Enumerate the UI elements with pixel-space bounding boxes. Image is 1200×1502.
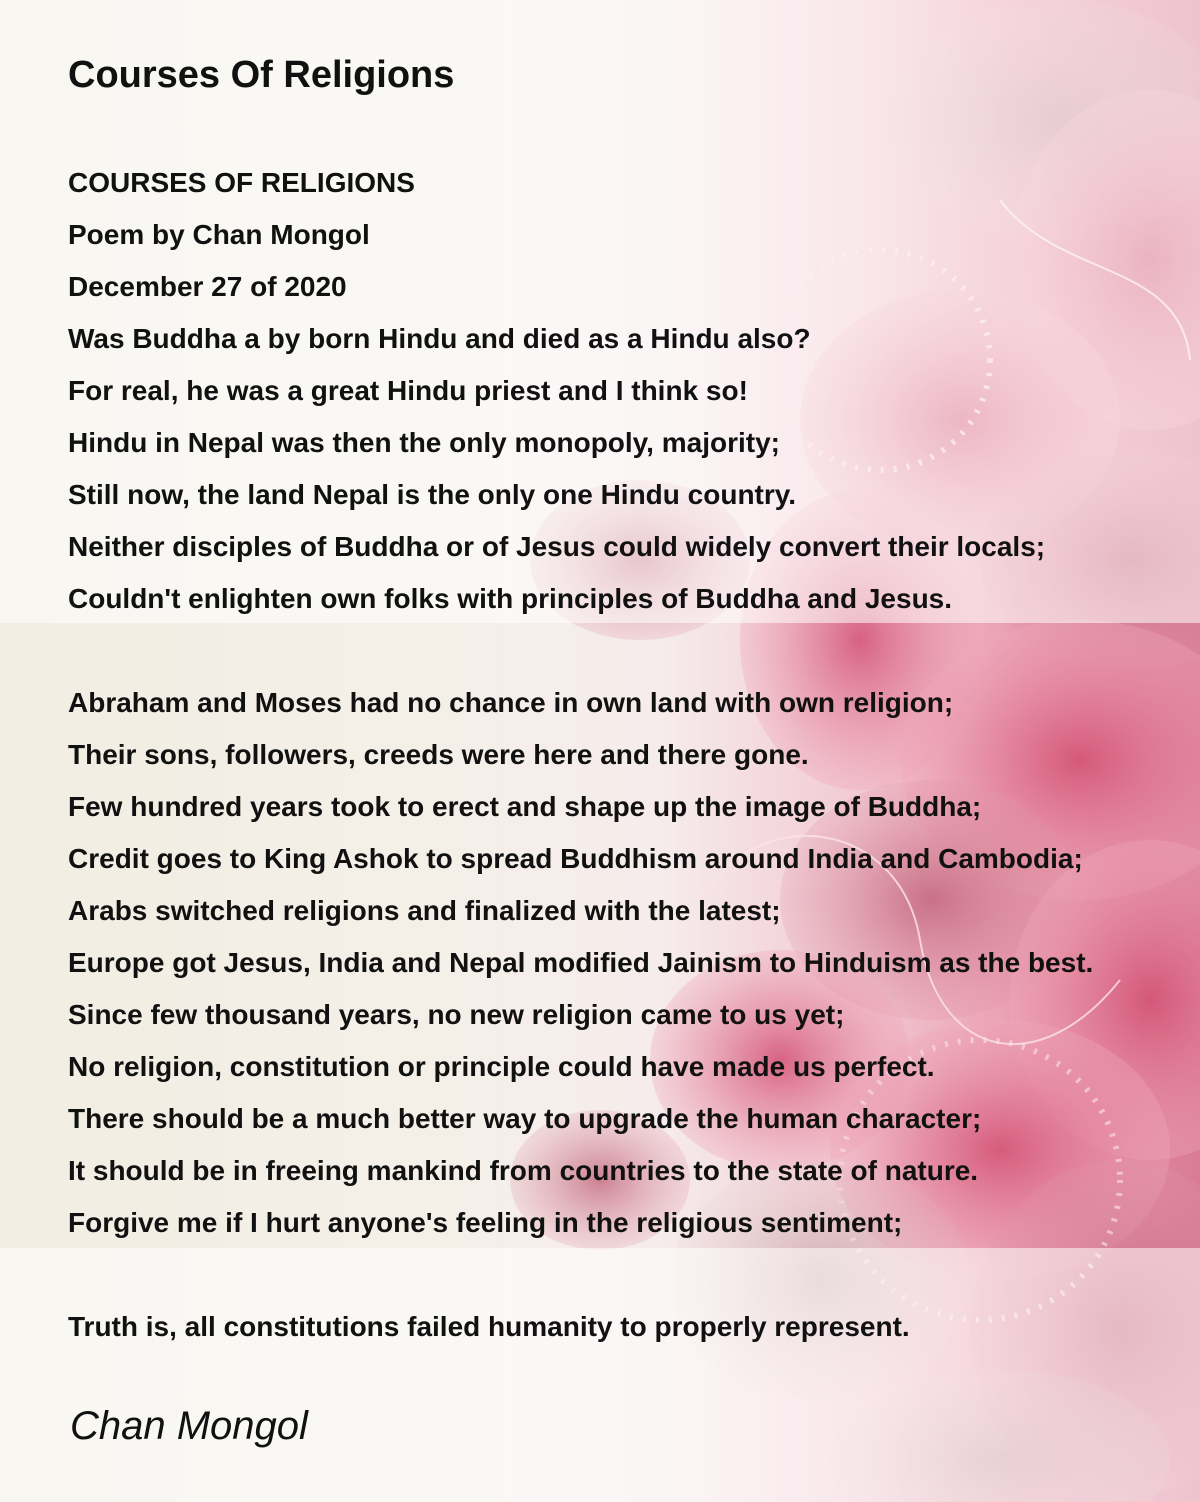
poem-line: No religion, constitution or principle could have made us perfect.	[68, 1051, 935, 1082]
poem-line: Hindu in Nepal was then the only monopoly, majority;	[68, 427, 780, 458]
poem-line: Europe got Jesus, India and Nepal modified Jainism to Hinduism as the best.	[68, 947, 1094, 978]
poem-line: Credit goes to King Ashok to spread Buddhism around India and Cambodia;	[68, 843, 1083, 874]
poem-line: For real, he was a great Hindu priest and I think so!	[68, 375, 748, 406]
poem-line: Forgive me if I hurt anyone's feeling in the religious sentiment;	[68, 1207, 903, 1238]
author-signature: Chan Mongol	[70, 1404, 308, 1448]
poem-line: Poem by Chan Mongol	[68, 219, 370, 250]
poem-line: There should be a much better way to upgrade the human character;	[68, 1103, 982, 1134]
poem-line: Truth is, all constitutions failed humanity to properly represent.	[68, 1311, 910, 1342]
stanza-break	[68, 1249, 1200, 1301]
poem-line: Couldn't enlighten own folks with principles of Buddha and Jesus.	[68, 583, 953, 614]
poem-line: Neither disciples of Buddha or of Jesus could widely convert their locals;	[68, 531, 1046, 562]
poem-line: Since few thousand years, no new religion came to us yet;	[68, 999, 845, 1030]
poem-line: Few hundred years took to erect and shape up the image of Buddha;	[68, 791, 982, 822]
poem-line: COURSES OF RELIGIONS	[68, 167, 415, 198]
poem-body	[68, 157, 1200, 1353]
poem-line: It should be in freeing mankind from countries to the state of nature.	[68, 1155, 979, 1186]
stanza-break	[68, 625, 1200, 677]
poem-line: Arabs switched religions and finalized with the latest;	[68, 895, 781, 926]
poem-line: Still now, the land Nepal is the only one Hindu country.	[68, 479, 797, 510]
poem-line: Abraham and Moses had no chance in own land with own religion;	[68, 687, 954, 718]
poem-line: December 27 of 2020	[68, 271, 347, 302]
poem-line: Their sons, followers, creeds were here and there gone.	[68, 739, 809, 770]
page-title: Courses Of Religions	[68, 54, 455, 96]
poem-line: Was Buddha a by born Hindu and died as a Hindu also?	[68, 323, 811, 354]
